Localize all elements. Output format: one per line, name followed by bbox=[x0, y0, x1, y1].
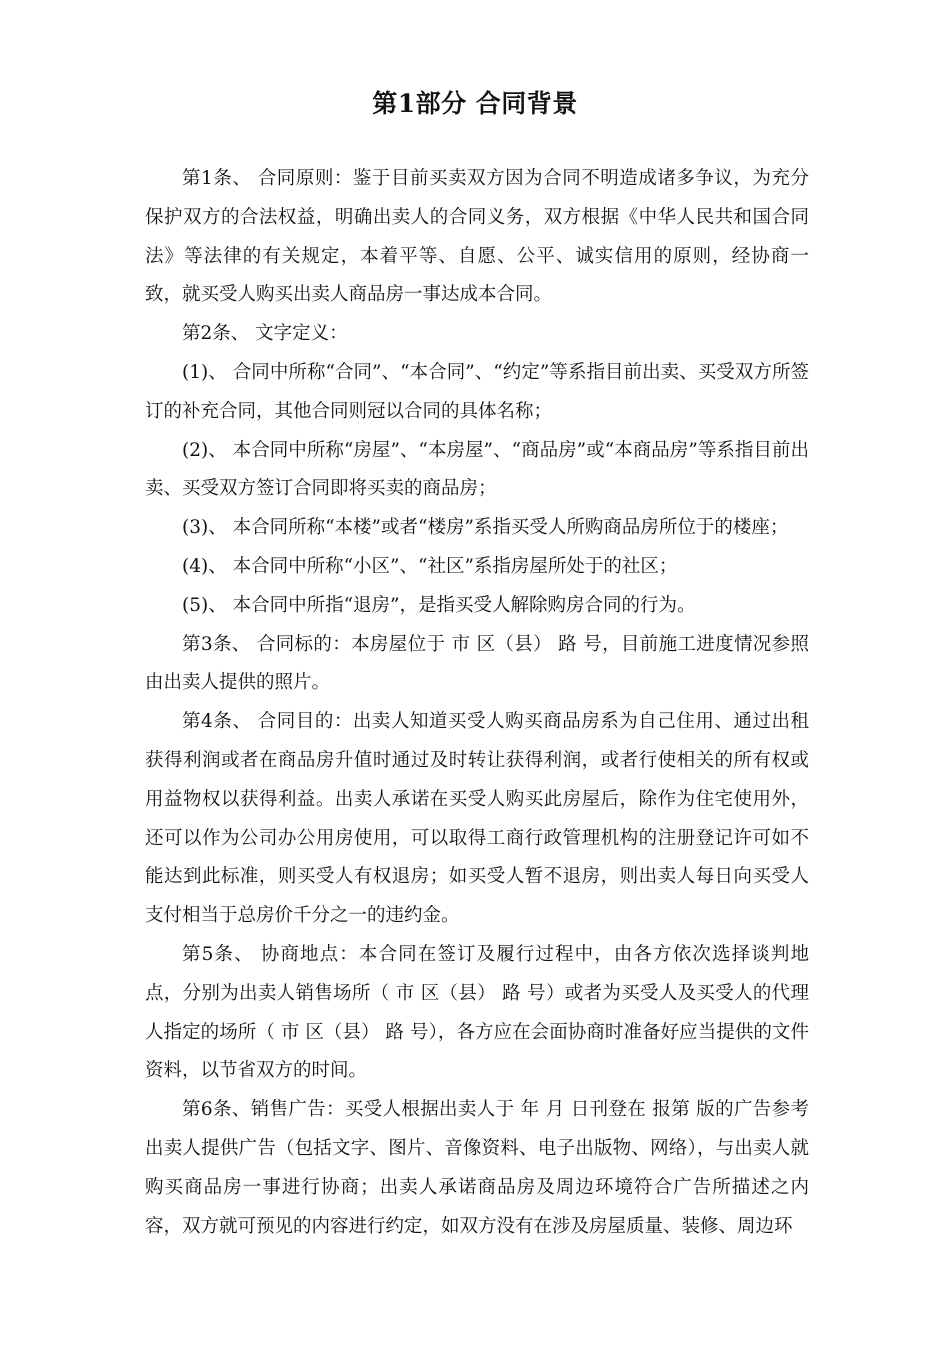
paragraph-article-4: 第4条、 合同目的：出卖人知道买受人购买商品房系为自己住用、通过出租获得利润或者在商品房升值时通过及时转让获得利润，或者行使相关的所有权或用益物权以获得利益。出卖人承诺在买受人购买此房屋后，除作为住宅使用外，还可以作为公司办公用房使用，可以取得工商行政管理机构的注册登记许可如不能达到此标准，则买受人有权退房；如买受人暂不退房，则出卖人每日向买受人支付相当于总房价千分之一的违约金。 bbox=[145, 711, 809, 927]
page-title: 第1部分 合同背景 bbox=[372, 89, 578, 118]
paragraph-article-6: 第6条、销售广告：买受人根据出卖人于 年 月 日刊登在 报第 版的广告参考出卖人提供广告（包括文字、图片、音像资料、电子出版物、网络），与出卖人就购买商品房一事进行协商；出卖人承诺商品房及周边环境符合广告所描述之内容，双方就可预见的内容进行约定，如双方没有在涉及房屋质量、装修、周边环 bbox=[145, 1099, 809, 1237]
paragraph-definition-2: (2)、 本合同中所称“房屋”、“本房屋”、“商品房”或“本商品房”等系指目前出卖、买受双方签订合同即将买卖的商品房； bbox=[145, 439, 809, 500]
paragraph-definition-3: (3)、 本合同所称“本楼”或者“楼房”系指买受人所购商品房所位于的楼座； bbox=[182, 517, 789, 539]
paragraph-definition-5: (5)、 本合同中所指“退房”，是指买受人解除购房合同的行为。 bbox=[182, 594, 696, 616]
paragraph-article-3: 第3条、 合同标的：本房屋位于 市 区（县） 路 号，目前施工进度情况参照由出卖人提供的照片。 bbox=[145, 633, 809, 694]
paragraph-definition-4: (4)、 本合同中所称“小区”、“社区”系指房屋所处于的社区； bbox=[182, 555, 678, 577]
paragraph-article-2: 第2条、 文字定义： bbox=[182, 323, 348, 345]
paragraph-definition-1: (1)、 合同中所称“合同”、“本合同”、“约定”等系指目前出卖、买受双方所签订的补充合同，其他合同则冠以合同的具体名称； bbox=[145, 361, 809, 422]
document-body bbox=[145, 160, 809, 1246]
paragraph-article-1: 第1条、 合同原则：鉴于目前买卖双方因为合同不明造成诸多争议，为充分保护双方的合法权益，明确出卖人的合同义务，双方根据《中华人民共和国合同法》等法律的有关规定，本着平等、自愿、公平、诚实信用的原则，经协商一致，就买受人购买出卖人商品房一事达成本合同。 bbox=[145, 168, 809, 306]
paragraph-article-5: 第5条、 协商地点：本合同在签订及履行过程中，由各方依次选择谈判地点，分别为出卖人销售场所（ 市 区（县） 路 号）或者为买受人及买受人的代理人指定的场所（ 市 区（县） 路 号），各方应在会面协商时准备好应当提供的文件资料，以节省双方的时间。 bbox=[145, 943, 809, 1082]
